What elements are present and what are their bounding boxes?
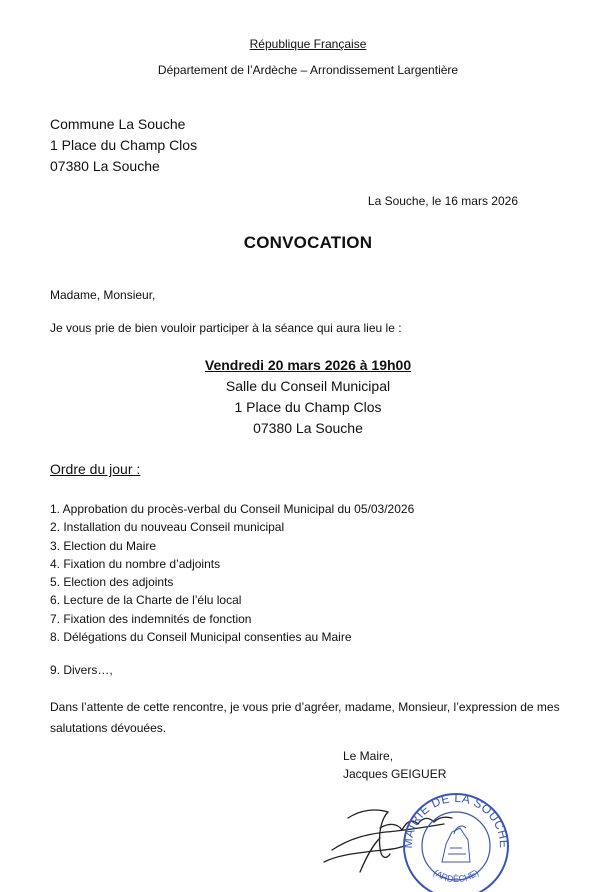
stamp-text-bottom: (ARDÈCHE) — [431, 867, 481, 885]
signature-name: Jacques GEIGUER — [343, 767, 447, 781]
salutation: Madame, Monsieur, — [50, 288, 156, 302]
mairie-stamp — [401, 791, 511, 892]
stamp-emblem — [442, 826, 470, 862]
signature-stamp-graphic — [320, 788, 520, 892]
sender-line: 1 Place du Champ Clos — [50, 137, 198, 153]
agenda-heading: Ordre du jour : — [50, 461, 141, 477]
event-datetime: Vendredi 20 mars 2026 à 19h00 — [204, 357, 412, 373]
agenda-item: 5. Election des adjoints — [50, 575, 174, 590]
date-line: La Souche, le 16 mars 2026 — [367, 194, 518, 208]
signature-role: Le Maire, — [343, 749, 394, 763]
sender-line: 07380 La Souche — [50, 158, 160, 174]
agenda-item: 1. Approbation du procès-verbal du Conseil Municipal du 05/03/2026 — [50, 502, 415, 516]
agenda-item: 7. Fixation des indemnités de fonction — [50, 611, 252, 626]
agenda-item: 3. Election du Maire — [50, 538, 157, 553]
agenda-item: 8. Délégations du Conseil Municipal consenties au Maire — [50, 630, 352, 645]
agenda-item: 6. Lecture de la Charte de l’élu local — [50, 593, 242, 608]
handwritten-signature — [324, 810, 452, 872]
header-republique: République Française — [249, 37, 367, 51]
sender-line: Commune La Souche — [50, 116, 186, 132]
agenda-item: 4. Fixation du nombre d’adjoints — [50, 556, 221, 571]
agenda-item-divers: 9. Divers…, — [50, 663, 113, 677]
agenda-item: 2. Installation du nouveau Conseil municipal — [50, 520, 285, 535]
event-address-line: 1 Place du Champ Clos — [234, 399, 382, 415]
agenda-list — [50, 500, 414, 646]
document-title: CONVOCATION — [243, 233, 373, 252]
closing-text: Dans l’attente de cette rencontre, je vous prie d’agréer, madame, Monsieur, l’expression de mes salutations dévouées. — [50, 700, 560, 735]
event-room: Salle du Conseil Municipal — [225, 378, 391, 394]
signature-block — [343, 747, 446, 783]
event-block — [0, 355, 616, 439]
header-departement: Département de l’Ardèche – Arrondissement Largentière — [157, 63, 459, 77]
intro-text: Je vous prie de bien vouloir participer à la séance qui aura lieu le : — [50, 321, 402, 335]
stamp-text-top: MAIRIE DE LA SOUCHE — [400, 790, 512, 849]
sender-address — [50, 114, 197, 177]
event-address-line: 07380 La Souche — [253, 420, 363, 436]
